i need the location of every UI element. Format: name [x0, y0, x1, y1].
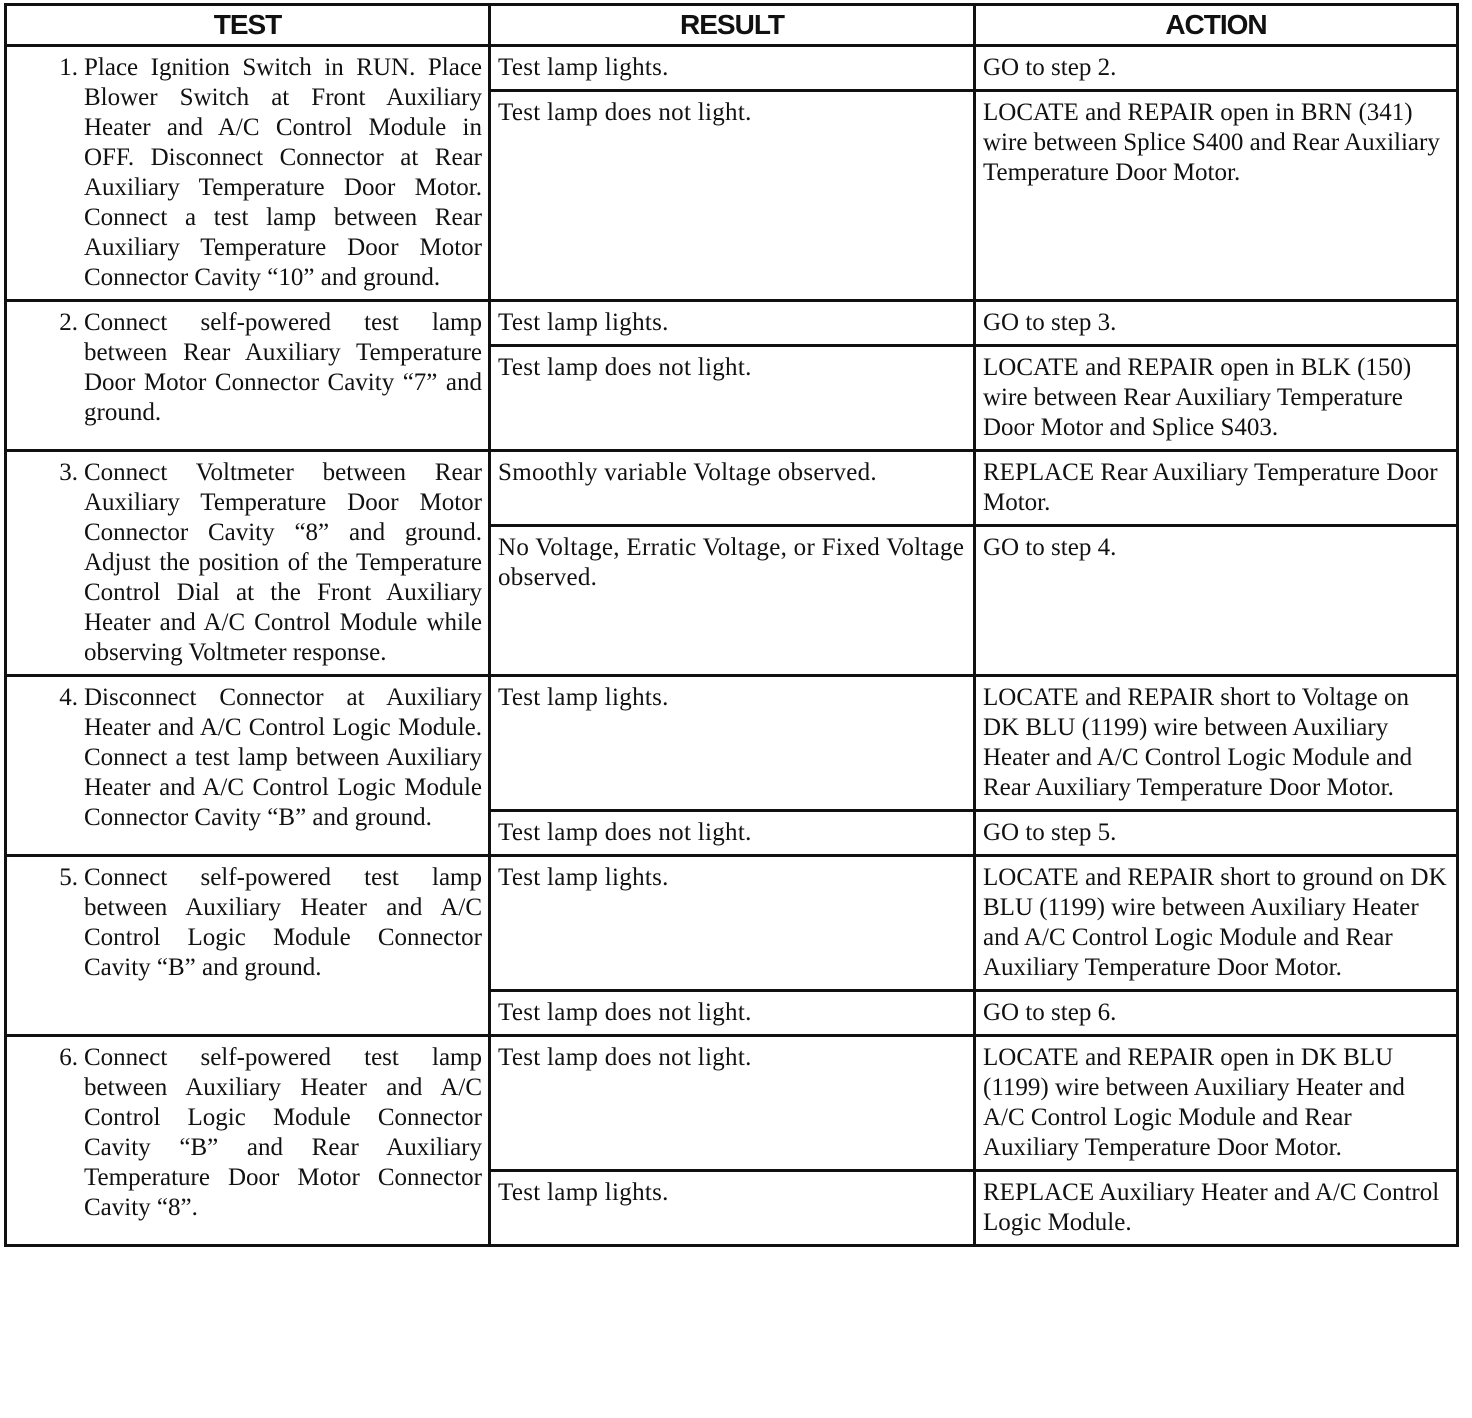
- result-cell: Test lamp lights.: [490, 46, 975, 91]
- action-cell: GO to step 3.: [975, 301, 1458, 346]
- action-cell: LOCATE and REPAIR open in BLK (150) wire between Rear Auxiliary Temperature Door Motor and Splice S403.: [975, 346, 1458, 451]
- step-test-text: Connect self-powered test lamp between Rear Auxiliary Temperature Door Motor Connector Cavity “7” and ground.: [84, 309, 482, 426]
- test-cell-step-2: [6, 301, 490, 451]
- step-test-text: Connect self-powered test lamp between Auxiliary Heater and A/C Control Logic Module Connector Cavity “B” and ground.: [84, 864, 482, 981]
- action-cell: GO to step 6.: [975, 991, 1458, 1036]
- header-row: [6, 5, 1458, 46]
- action-cell: REPLACE Rear Auxiliary Temperature Door Motor.: [975, 451, 1458, 526]
- result-cell: Test lamp lights.: [490, 856, 975, 991]
- header-result: RESULT: [490, 5, 975, 46]
- diagnostic-table: [4, 3, 1459, 1247]
- result-cell: Test lamp lights.: [490, 301, 975, 346]
- result-cell: Test lamp does not light.: [490, 1036, 975, 1171]
- result-cell: Test lamp does not light.: [490, 346, 975, 451]
- result-cell: Test lamp does not light.: [490, 811, 975, 856]
- step-test-text: Connect Voltmeter between Rear Auxiliary Temperature Door Motor Connector Cavity “8” and ground. Adjust the position of the Temperature Control Dial at the Front Auxiliary Heater and A/C Control Module while observing Voltmeter response.: [84, 459, 482, 666]
- header-action: ACTION: [975, 5, 1458, 46]
- table-row: [6, 301, 1458, 346]
- test-cell-step-1: [6, 46, 490, 301]
- result-cell: Test lamp does not light.: [490, 91, 975, 301]
- action-cell: GO to step 4.: [975, 526, 1458, 676]
- step-test-text: Place Ignition Switch in RUN. Place Blower Switch at Front Auxiliary Heater and A/C Control Module in OFF. Disconnect Connector at Rear Auxiliary Temperature Door Motor. Connect a test lamp between Rear Auxiliary Temperature Door Motor Connector Cavity “10” and ground.: [84, 54, 482, 291]
- header-test: TEST: [6, 5, 490, 46]
- step-number: 5 .: [7, 863, 79, 983]
- action-cell: LOCATE and REPAIR short to ground on DK BLU (1199) wire between Auxiliary Heater and A/C Control Logic Module and Rear Auxiliary Temperature Door Motor.: [975, 856, 1458, 991]
- step-test-text: Connect self-powered test lamp between Auxiliary Heater and A/C Control Logic Module Connector Cavity “B” and Rear Auxiliary Temperature Door Motor Connector Cavity “8”.: [84, 1044, 482, 1221]
- step-number: 4 .: [7, 683, 79, 833]
- action-cell: GO to step 2.: [975, 46, 1458, 91]
- table-row: [6, 856, 1458, 991]
- step-test-text: Disconnect Connector at Auxiliary Heater and A/C Control Logic Module. Connect a test lamp between Auxiliary Heater and A/C Control Logic Module Connector Cavity “B” and ground.: [84, 684, 482, 831]
- test-cell-step-4: [6, 676, 490, 856]
- test-cell-step-6: [6, 1036, 490, 1246]
- step-number: 3 .: [7, 458, 79, 668]
- test-cell-step-5: [6, 856, 490, 1036]
- action-cell: LOCATE and REPAIR short to Voltage on DK BLU (1199) wire between Auxiliary Heater and A/C Control Logic Module and Rear Auxiliary Temperature Door Motor.: [975, 676, 1458, 811]
- result-cell: Test lamp lights.: [490, 1171, 975, 1246]
- step-number: 2 .: [7, 308, 79, 428]
- test-cell-step-3: [6, 451, 490, 676]
- step-number: 6 .: [7, 1043, 79, 1223]
- step-number: 1 .: [7, 53, 79, 293]
- action-cell: LOCATE and REPAIR open in DK BLU (1199) wire between Auxiliary Heater and A/C Control Logic Module and Rear Auxiliary Temperature Door Motor.: [975, 1036, 1458, 1171]
- action-cell: GO to step 5.: [975, 811, 1458, 856]
- action-cell: LOCATE and REPAIR open in BRN (341) wire between Splice S400 and Rear Auxiliary Temperature Door Motor.: [975, 91, 1458, 301]
- result-cell: Test lamp lights.: [490, 676, 975, 811]
- table-row: [6, 451, 1458, 526]
- result-cell: Smoothly variable Voltage observed.: [490, 451, 975, 526]
- action-cell: REPLACE Auxiliary Heater and A/C Control Logic Module.: [975, 1171, 1458, 1246]
- result-cell: Test lamp does not light.: [490, 991, 975, 1036]
- table-row: [6, 46, 1458, 91]
- table-row: [6, 676, 1458, 811]
- result-cell: No Voltage, Erratic Voltage, or Fixed Voltage observed.: [490, 526, 975, 676]
- table-row: [6, 1036, 1458, 1171]
